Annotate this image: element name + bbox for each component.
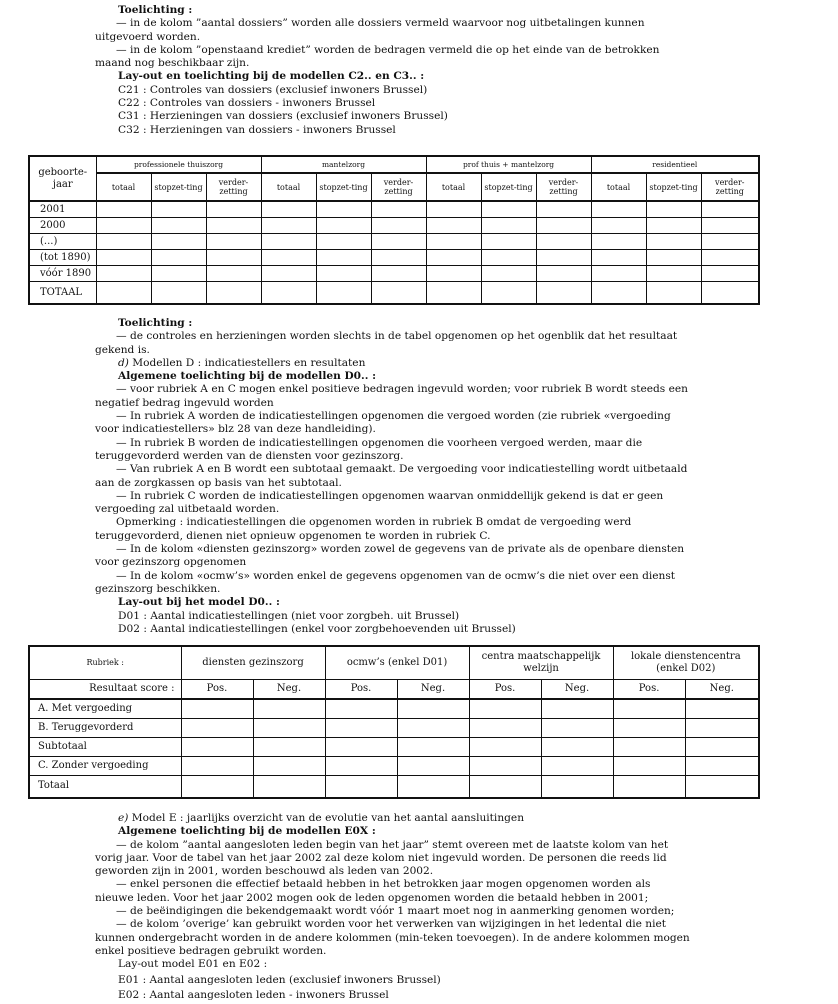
sub-header: Pos. — [325, 680, 397, 700]
sub-header: stopzet-ting — [151, 173, 206, 201]
table-row — [29, 699, 759, 719]
table-row — [29, 776, 759, 798]
row-label: (tot 1890) — [29, 250, 96, 266]
group-header: residentieel — [591, 156, 759, 173]
section-d-notes — [95, 317, 692, 636]
sub-header: verder-zetting — [371, 173, 426, 201]
sub-header: stopzet-ting — [481, 173, 536, 201]
sub-header: Pos. — [469, 680, 541, 700]
sub-header: Neg. — [397, 680, 469, 700]
sub-header: totaal — [426, 173, 481, 201]
sub-header: Neg. — [253, 680, 325, 700]
corner-header: geboorte-jaar — [29, 156, 96, 201]
row-label: 2001 — [29, 201, 96, 218]
model-line: C22 : Controles van dossiers - inwoners Brussel — [118, 97, 376, 110]
model-line: E01 : Aantal aangesloten leden (exclusief inwoners Brussel) — [118, 973, 441, 986]
note-item: — de controles en herzieningen worden slechts in de tabel opgenomen op het ogenblik dat het resultaat gekend is. — [95, 330, 678, 356]
sub-header: verder-zetting — [701, 173, 759, 201]
table-row — [29, 218, 759, 234]
group-header: centra maatschappelijk welzijn — [469, 646, 613, 680]
sub-header: totaal — [261, 173, 316, 201]
model-letter: d) — [118, 356, 129, 369]
table-row — [29, 719, 759, 738]
model-title — [95, 812, 692, 825]
note-item: — In de kolom «diensten gezinszorg» worden zowel de gegevens van de private als de openbare diensten voor gezinszorg opgenomen — [95, 543, 685, 569]
sub-header: Pos. — [613, 680, 685, 700]
row-label: Subtotaal — [29, 738, 181, 757]
row-label: (...) — [29, 234, 96, 250]
note-item: — In de kolom «ocmw’s» worden enkel de gegevens opgenomen van de ocmw’s die niet over een dienst gezinszorg beschikken. — [95, 569, 676, 595]
group-header: lokale dienstencentra (enkel D02) — [613, 646, 759, 680]
table-row — [29, 201, 759, 218]
note-item: — de kolom ’overige’ kan gebruikt worden voor het verwerken van wijzigingen in het ledental die niet kunnen ondergebracht worden in de andere kolommen (min-teken toevoegen). In de andere kolommen mogen enkel positieve bedragen gebruikt worden. — [95, 918, 690, 957]
general-heading: Algemene toelichting bij de modellen D0.. : — [118, 370, 377, 383]
model-line: C32 : Herzieningen van dossiers - inwoners Brussel — [118, 123, 396, 136]
table-birthyear-controls — [28, 155, 760, 305]
note-item: — in de kolom ”aantal dossiers” worden alle dossiers vermeld waarvoor nog uitbetalingen kunnen uitgevoerd worden. — [95, 17, 645, 43]
model-line: C31 : Herzieningen van dossiers (exclusief inwoners Brussel) — [118, 110, 448, 123]
corner-header: Rubriek : — [29, 646, 181, 680]
row-label: TOTAAL — [29, 282, 96, 304]
table-indication-results — [28, 645, 760, 799]
row-label: C. Zonder vergoeding — [29, 757, 181, 776]
note-item: Opmerking : indicatiestellingen die opgenomen worden in rubriek B omdat de vergoeding werd teruggevorderd, dienen niet opnieuw opgenomen te worden in rubriek C. — [95, 516, 632, 542]
sub-header: verder-zetting — [206, 173, 261, 201]
section-e-notes — [95, 812, 692, 1002]
general-heading: Algemene toelichting bij de modellen E0X : — [118, 825, 376, 838]
group-header: diensten gezinszorg — [181, 646, 325, 680]
note-item: — voor rubriek A en C mogen enkel positieve bedragen ingevuld worden; voor rubriek B wordt steeds een negatief bedrag ingevuld worden — [95, 383, 688, 409]
layout-heading: Lay-out bij het model D0.. : — [118, 596, 280, 609]
sub-header: Neg. — [541, 680, 613, 700]
sub-header: Pos. — [181, 680, 253, 700]
row-label: A. Met vergoeding — [29, 699, 181, 719]
table-row — [29, 250, 759, 266]
note-item: — Van rubriek A en B wordt een subtotaal gemaakt. De vergoeding voor indicatiestelling wordt uitbetaald aan de zorgkassen op basis van het subtotaal. — [95, 463, 688, 489]
row-label: 2000 — [29, 218, 96, 234]
table-row — [29, 757, 759, 776]
note-item: — de beëindigingen die bekendgemaakt wordt vóór 1 maart moet nog in aanmerking genomen worden; — [116, 905, 675, 918]
sub-header: Neg. — [685, 680, 759, 700]
note-item: — In rubriek C worden de indicatiestellingen opgenomen waarvan onmiddellijk gekend is dat er geen vergoeding zal uitbetaald worden. — [95, 489, 664, 516]
group-header: professionele thuiszorg — [96, 156, 261, 173]
sub-header: totaal — [96, 173, 151, 201]
section-c-heading: Toelichting : — [118, 4, 193, 16]
model-line: C21 : Controles van dossiers (exclusief inwoners Brussel) — [118, 83, 428, 96]
sub-header: stopzet-ting — [646, 173, 701, 201]
model-title-text: Modellen D : indicatiestellers en resultaten — [132, 356, 366, 369]
model-letter: e) — [118, 812, 129, 824]
section-c-notes — [95, 4, 692, 137]
sub-header: stopzet-ting — [316, 173, 371, 201]
table-row — [29, 282, 759, 304]
score-label: Resultaat score : — [29, 680, 181, 700]
note-item: — In rubriek B worden de indicatiestellingen opgenomen die voorheen vergoed werden, maar die teruggevorderd werden van de diensten voor gezinszorg. — [95, 436, 643, 462]
note-item: — enkel personen die effectief betaald hebben in het betrokken jaar mogen opgenomen worden als nieuwe leden. Voor het jaar 2002 mogen ook de leden opgenomen worden die betaald hebben in 2001; — [95, 878, 651, 904]
note-item: — In rubriek A worden de indicatiestellingen opgenomen die vergoed worden (zie rubriek «vergoeding voor indicatiestellers» blz 28 van deze handleiding). — [95, 410, 671, 436]
layout-heading: Lay-out en toelichting bij de modellen C2.. en C3.. : — [118, 70, 425, 83]
model-line: D02 : Aantal indicatiestellingen (enkel voor zorgbehoevenden uit Brussel) — [118, 622, 516, 635]
table-row — [29, 234, 759, 250]
table-row — [29, 266, 759, 282]
note-item: — de kolom ”aantal aangesloten leden begin van het jaar” stemt overeen met de laatste kolom van het vorig jaar. Voor de tabel van het jaar 2002 zal deze kolom niet ingevuld worden. De personen die reeds lid geworden zijn in 2001, worden beschouwd als leden van 2002. — [95, 838, 669, 878]
layout-heading: Lay-out model E01 en E02 : — [118, 958, 268, 971]
sub-header: verder-zetting — [536, 173, 591, 201]
model-title — [95, 357, 692, 370]
group-header: mantelzorg — [261, 156, 426, 173]
group-header: prof thuis + mantelzorg — [426, 156, 591, 173]
section-d-heading: Toelichting : — [118, 317, 193, 329]
model-line: E02 : Aantal aangesloten leden - inwoners Brussel — [118, 988, 389, 1001]
model-title-text: Model E : jaarlijks overzicht van de evolutie van het aantal aansluitingen — [131, 812, 525, 824]
group-header: ocmw’s (enkel D01) — [325, 646, 469, 680]
note-item: — in de kolom ”openstaand krediet” worden de bedragen vermeld die op het einde van de betrokken maand nog beschikbaar zijn. — [95, 43, 660, 70]
row-label: vóór 1890 — [29, 266, 96, 282]
table-row — [29, 738, 759, 757]
row-label: Totaal — [29, 776, 181, 798]
row-label: B. Teruggevorderd — [29, 719, 181, 738]
model-line: D01 : Aantal indicatiestellingen (niet voor zorgbeh. uit Brussel) — [118, 609, 460, 622]
sub-header: totaal — [591, 173, 646, 201]
